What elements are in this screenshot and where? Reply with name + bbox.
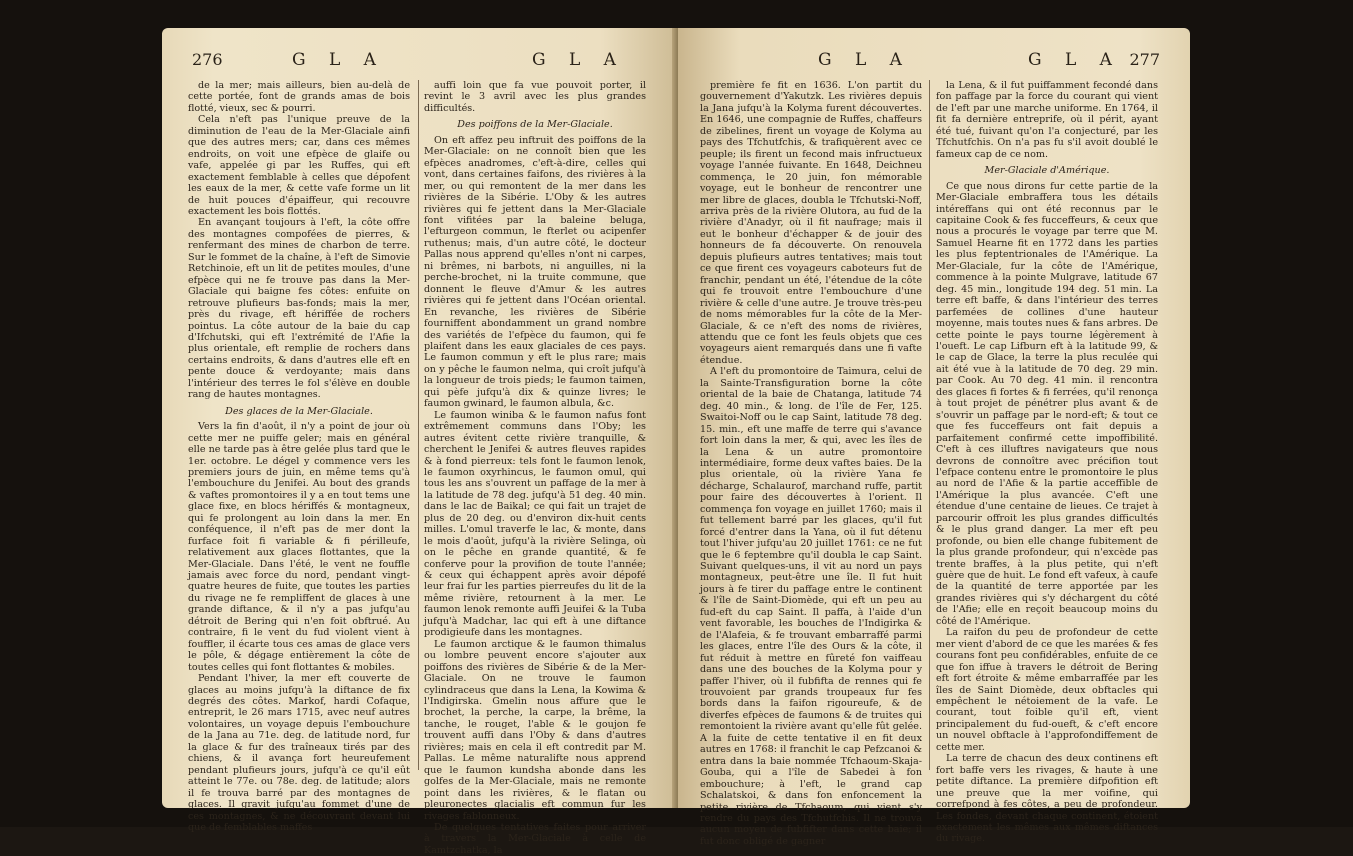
section-heading: Mer-Glaciale d'Amérique. bbox=[984, 165, 1110, 177]
right-page bbox=[678, 28, 1190, 847]
paragraph: On eft affez peu inftruit des poiffons de la Mer-Glaciale: on ne connoît bien que les efpèces anadromes, c'eft-à-dire, celles qui vont, dans certaines faifons, des rivières à la mer, ou qui remontent de la mer dans les rivières de la Sibérie. L'Oby & les autres rivières qui fe jettent dans la Mer-Glaciale font vifitées par la baleine beluga, l'efturgeon commun, le fterlet ou acipenfer ruthenus; mais, d'un autre côté, le docteur Pallas nous apprend qu'elles n'ont ni carpes, ni brêmes, ni barbots, ni anguilles, ni la perche-brochet, ni la truite commune, que donnent le fleuve d'Amur & les autres rivières qui fe jettent dans l'Océan oriental. En revanche, les rivières de Sibérie fourniffent abondamment un grand nombre des variétés de l'efpèce du faumon, qui fe plaifent dans les eaux glaciales de ces pays. Le faumon commun y eft le plus rare; mais on y pêche le faumon nelma, qui croît jufqu'à la longueur de trois pieds; le faumon taimen, qui pèfe jufqu'à dix & quinze livres; le faumon gwinard, le faumon albula, &c. bbox=[424, 134, 646, 410]
paragraph: De quelques tentatives faites pour arriver à travers la Mer-Glaciale à celle de Kamtzchatka, la bbox=[424, 822, 646, 856]
page-number-left: 276 bbox=[192, 50, 223, 69]
running-head-2: G L A bbox=[532, 50, 625, 70]
page-number-right: 277 bbox=[1129, 50, 1160, 69]
right-page-header bbox=[708, 50, 1160, 72]
paragraph: première fe fit en 1636. L'on partit du gouvernement d'Yakutzk. Les rivières depuis la Jana jufqu'à la Kolyma furent découvertes. En 1646, une compagnie de Ruffes, chaffeurs de zibelines, firent un voyage de Kolyma au pays des Tfchutfchis, & trafiquèrent avec ce peuple; ils firent un fecond mais infructueux voyage l'année fuivante. En 1648, Deichneu commença, le 20 juin, fon mémorable voyage, eut le bonheur de rencontrer une mer libre de glaces, doubla le Tfchutski-Noff, arriva près de la rivière Olutora, au fud de la rivière d'Anadyr, où il fit naufrage; mais il eut le bonheur d'échapper & de jouir des honneurs de fa découverte. On renouvela depuis plufieurs autres tentatives; mais tout ce que firent ces voyageurs caboteurs fut de franchir, pendant un été, l'étendue de la côte qui fe trouvoit entre l'embouchure d'une rivière & celle d'une autre. Je trouve très-peu de noms mémorables fur la côte de la Mer-Glaciale, & ce n'eft des noms de rivières, attendu que ce font les feuls objets que ces voyageurs aient remarqués dans une fi vafte étendue. bbox=[700, 80, 923, 366]
running-head-1: G L A bbox=[292, 50, 385, 70]
section-heading: Des poiffons de la Mer-Glaciale. bbox=[457, 119, 613, 131]
left-page-header bbox=[192, 50, 648, 72]
paragraph: auffi loin que fa vue pouvoit porter, il revint le 3 avril avec les plus grandes difficultés. bbox=[424, 80, 646, 114]
right-column-2 bbox=[936, 80, 1158, 845]
paragraph: A l'eft du promontoire de Taimura, celui de la Sainte-Transfiguration borne la côte oriental de la baie de Chatanga, latitude 74 deg. 40 min., & long. de l'île de Fer, 125. Swaitoi-Noff ou le cap Saint, latitude 78 deg. 15. min., eft une maffe de terre qui s'avance fort loin dans la mer, & qui, avec les îles de la Lena & un autre promontoire intermédiaire, forme deux vaftes baies. De la plus orientale, où la rivière Yana fe décharge, Schalaurof, marchand ruffe, partit pour faire des découvertes à l'orient. Il commença fon voyage en juillet 1760; mais il fut tellement barré par les glaces, qu'il fut forcé d'entrer dans la Yana, où il fut détenu tout l'hiver jufqu'au 20 juillet 1761: ce ne fut que le 6 feptembre qu'il doubla le cap Saint. Suivant quelques-uns, il vit au nord un pays montagneux, peut-être une île. Il fut huit jours à fe tirer du paffage entre le continent & l'île de Saint-Diomède, qui eft un peu au fud-eft du cap Saint. Il paffa, à l'aide d'un vent favorable, les bouches de l'Indigirka & de l'Alafeia, & fe trouvant embarraffé parmi les glaces, entre l'île des Ours & la côte, il fut réduit à mettre en fûreté fon vaiffeau dans une des bouches de la Kolyma pour y paffer l'hiver, où il fubfifta de rennes qui fe trouvoient par grands troupeaux fur fes bords dans la faifon rigoureufe, & de diverfes efpèces de faumons & de truites qui remontoient la rivière avant qu'elle fût gelée. A la fuite de cette tentative il en fit deux autres en 1768: il franchit le cap Pefzcanoi & entra dans la baie nommée Tfchaoum-Skaja-Gouba, qui a l'île de Sabedei à fon embouchure; à l'eft, le grand cap Schalatskoi, & dans fon enfoncement la petite rivière de Tfchaoum, qui vient s'y rendre du pays des Tfchutfchis. Il ne trouva aucun moyen de fubfifter dans cette baie; il fut donc obligé de gagner bbox=[700, 366, 922, 847]
paragraph: Le faumon arctique & le faumon thimalus ou lombre peuvent encore s'ajouter aux poiffons des rivières de Sibérie & de la Mer-Glaciale. On ne trouve le faumon cylindraceus que dans la Lena, la Kowima & l'Indigirska. Gmelin nous affure que le brochet, la perche, la carpe, la brême, la tanche, le rouget, l'able & le goujon fe trouvent auffi dans l'Oby & dans d'autres rivières; mais en cela il eft contredit par M. Pallas. Le même naturalifte nous apprend que le faumon kundsha abonde dans les golfes de la Mer-Glaciale, mais ne remonte point dans les rivières, & le flatan ou pleuronectes glacialis eft commun fur les rivages fablonneux. bbox=[424, 638, 646, 822]
paragraph: La raifon du peu de profondeur de cette mer vient d'abord de ce que les marées & fes courans font peu confidérables, enfuite de ce que fon iffue à travers le détroit de Bering eft fort étroite & même embarraffée par les îles de Saint Diomède, deux obftacles qui empêchent le nétoiement de la vafe. Le courant, tout foible qu'il eft, vient principalement du fud-oueft, & c'eft encore un nouvel obftacle à l'approfondiffement de cette mer. bbox=[936, 627, 1158, 753]
running-head-3: G L A bbox=[818, 50, 911, 70]
paragraph: Cela n'eft pas l'unique preuve de la diminution de l'eau de la Mer-Glaciale ainfi que des autres mers; car, dans ces mêmes endroits, on voit une efpèce de glaife ou vafe, appelée gi par les Ruffes, qui eft exactement femblable à celles que dépofent les eaux de la mer, & cette vafe forme un lit de huit pouces d'épaiffeur, qui recouvre exactement les bois flottés. bbox=[188, 114, 410, 217]
paragraph: Vers la fin d'août, il n'y a point de jour où cette mer ne puiffe geler; mais en général elle ne tarde pas à être gelée plus tard que le 1er. octobre. Le dégel y commence vers les premiers jours de juin, en même tems qu'à l'embouchure du Jenifei. Au bout des grands & vaftes promontoires il y a en tout tems une glace fixe, en blocs hériffés & montagneux, qui fe prolongent au loin dans la mer. En conféquence, il n'eft pas de mer dont la furface foit fi variable & fi périlleufe, relativement aux glaces flottantes, que la Mer-Glaciale. Dans l'été, le vent ne fouffle jamais avec force du nord, pendant vingt-quatre heures de fuite, que toutes les parties du rivage ne fe rempliffent de glaces à une grande diftance, & il n'y a pas jufqu'au détroit de Bering qui n'en foit obftrué. Au contraire, fi le vent du fud violent vient à fouffler, il écarte tous ces amas de glace vers le pôle, & dégage entièrement la côte de toutes celles qui font flottantes & mobiles. bbox=[188, 421, 410, 673]
paragraph: Le faumon winiba & le faumon nafus font extrêmement communs dans l'Oby; les autres évitent cette rivière tranquille, & cherchent le Jenifei & autres fleuves rapides & à fond pierreux: tels font le faumon lenok, le faumon oxyrhincus, le faumon omul, qui tous les ans s'ouvrent un paffage de la mer à la latitude de 78 deg. jufqu'à 51 deg. 40 min. dans le lac de Baikal; ce qui fait un trajet de plus de 20 deg. ou d'environ dix-huit cents milles. L'omul traverfe le lac, & monte, dans le mois d'août, jufqu'à la rivière Selinga, où on le pêche en grande quantité, & fe conferve pour la provifion de toute l'année; & ceux qui échappent après avoir dépofé leur frai fur les parties pierreufes du lit de la même rivière, retournent à la mer. Le faumon lenok remonte auffi Jeuifei & la Tuba jufqu'à Madchar, lac qui eft à une diftance prodigieufe dans les montagnes. bbox=[424, 409, 646, 639]
section-heading: Des glaces de la Mer-Glaciale. bbox=[225, 405, 373, 417]
running-head-4: G L A bbox=[1028, 50, 1121, 70]
paragraph: de la mer; mais ailleurs, bien au-delà de cette portée, font de grands amas de bois flotté, vieux, sec & pourri. bbox=[188, 80, 410, 114]
paragraph: Pendant l'hiver, la mer eft couverte de glaces au moins jufqu'à la diftance de fix degrés des côtes. Markof, hardi Cofaque, entreprit, le 26 mars 1715, avec neuf autres volontaires, un voyage depuis l'embouchure de la Jana au 71e. deg. de latitude nord, fur la glace & fur des traîneaux tirés par des chiens, & il avança fort heureufement pendant plufieurs jours, jufqu'à ce qu'il eût atteint le 77e. ou 78e. deg. de latitude; alors il fe trouva barré par des montagnes de glaces. Il gravit jufqu'au fommet d'une de ces montagnes, & ne découvrant devant lui que de femblables maffes bbox=[188, 673, 410, 833]
left-page bbox=[162, 28, 678, 856]
paragraph: la Lena, & il fut puiffamment fecondé dans fon paffage par la force du courant qui vient de l'eft par une marche uniforme. En 1764, il fit fa dernière entreprife, où il périt, ayant été tué, fuivant qu'on l'a conjecturé, par les Tfchutfchis. On n'a pas fu s'il avoit doublé le fameux cap de ce nom. bbox=[936, 80, 1158, 160]
column-rule bbox=[929, 80, 930, 770]
right-column-1 bbox=[700, 80, 922, 847]
paragraph: En avançant toujours à l'eft, la côte offre des montagnes compofées de pierres, & renfermant des mines de charbon de terre. Sur le fommet de la chaîne, à l'eft de Simovie Retchinoie, eft un lit de petites moules, d'une efpèce qui ne fe trouve pas dans la Mer-Glaciale qui baigne fes côtes: enfuite on retrouve plufieurs bas-fonds; mais la mer, près du rivage, eft hériffée de rochers pointus. La côte autour de la baie du cap d'Ifchutski, qui eft l'extrémité de l'Afie la plus orientale, eft remplie de rochers dans certains endroits, & dans d'autres elle eft en pente douce & verdoyante; mais dans l'intérieur des terres le fol s'élève en double rang de hautes montagnes. bbox=[188, 217, 410, 401]
paragraph: La terre de chacun des deux continens eft fort baffe vers les rivages, & haute à une petite diftance. La première difpofition eft une preuve que la mer voifine, qui correfpond à fes côtes, a peu de profondeur. Les fondes, devant chaque continent, étoient exactement les mêmes aux mêmes diftances du rivage. bbox=[936, 753, 1158, 845]
paragraph: Ce que nous dirons fur cette partie de la Mer-Glaciale embraffera tous les détails intéreffans qui ont été reconnus par le capitaine Cook & fes fucceffeurs, & ceux que nous a procurés le voyage par terre que M. Samuel Hearne fit en 1772 dans les parties les plus feptentrionales de l'Amérique. La Mer-Glaciale, fur la côte de l'Amérique, commence à la pointe Mulgrave, latitude 67 deg. 45 min., longitude 194 deg. 51 min. La terre eft baffe, & dans l'intérieur des terres parfemées de collines d'une hauteur moyenne, mais toutes nues & fans arbres. De cette pointe le pays tourne légèrement à l'oueft. Le cap Lifburn eft à la latitude 99, & le cap de Glace, la terre la plus reculée qui ait été vue à la latitude de 70 deg. 29 min. par Cook. Au 70 deg. 41 min. il rencontra des glaces fi fortes & fi ferrées, qu'il renonça à tout projet de pénétrer plus avant & de s'ouvrir un paffage par le nord-eft; & tout ce que fes fucceffeurs ont fait depuis a parfaitement confirmé cette impoffibilité. C'eft à ces illuftres navigateurs que nous devrons de connoître avec précifion tout l'efpace contenu entre le promontoire le plus au nord de l'Afie & la partie acceffible de l'Amérique la plus avancée. C'eft une étendue d'une centaine de lieues. Ce trajet à parcourir offroit les plus grandes difficultés & le plus grand danger. La mer eft peu profonde, ou bien elle change fubitement de la plus grande profondeur, qui n'excède pas trente braffes, à la plus petite, qui n'eft guère que de huit. Le fond eft vafeux, à caufe de la quantité de terre apportée par les grandes rivières qui s'y déchargent du côté de l'Afie; elle en reçoit beaucoup moins du côté de l'Amérique. bbox=[936, 180, 1158, 627]
left-column-2 bbox=[424, 80, 646, 856]
left-column-1 bbox=[188, 80, 410, 833]
column-rule bbox=[418, 80, 419, 770]
